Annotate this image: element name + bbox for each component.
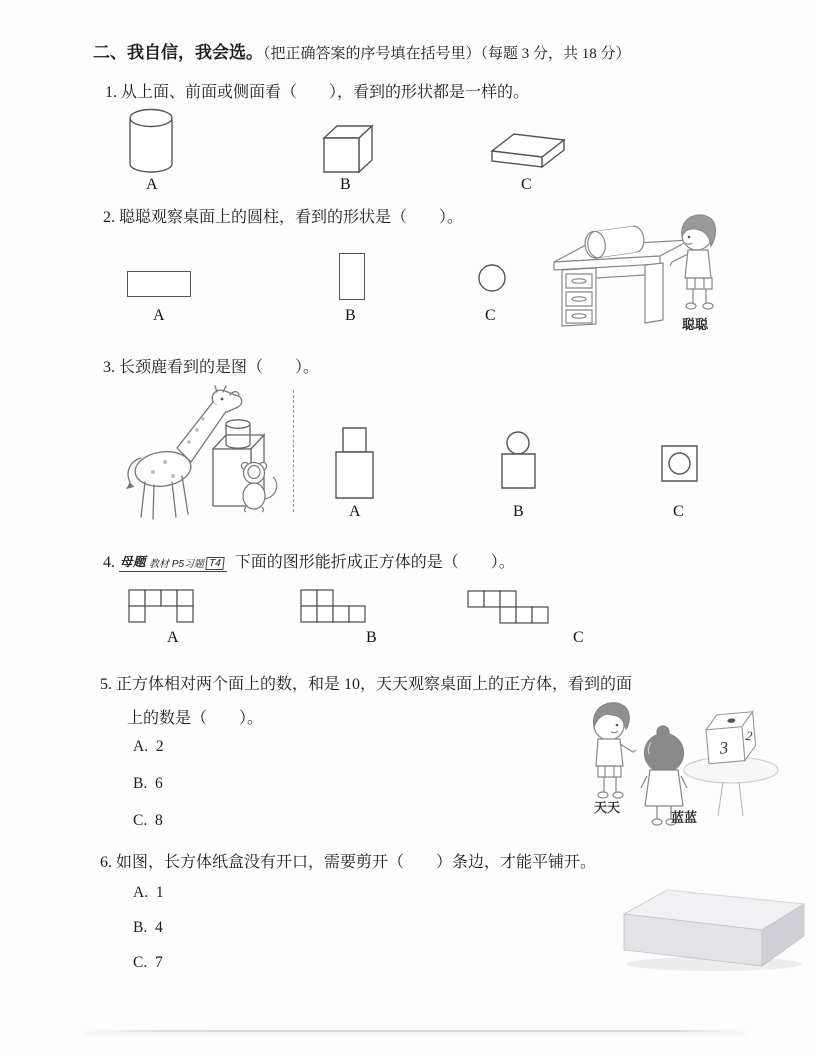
question-4-text: 下面的图形能折成正方体的是（ ）。 bbox=[234, 554, 515, 571]
q6-option-b: B. 4 bbox=[133, 919, 163, 936]
q6-option-a: A. 1 bbox=[133, 884, 164, 901]
q3-option-b-label: B bbox=[513, 503, 524, 520]
q3-option-a-shape bbox=[334, 426, 376, 500]
q5-cube-side-number: 2 bbox=[744, 727, 754, 744]
q4-badge-sub: 教材 P5习题 bbox=[149, 559, 205, 570]
question-6-text: 6. 如图，长方体纸盒没有开口，需要剪开（ ）条边，才能平铺开。 bbox=[100, 854, 597, 871]
q4-source-badge bbox=[119, 552, 227, 572]
q1-option-a-label: A bbox=[146, 176, 158, 193]
q6-option-c: C. 7 bbox=[133, 954, 163, 971]
q3-giraffe-scene-illustration bbox=[105, 386, 290, 534]
q3-dashed-divider bbox=[293, 390, 294, 512]
q1-option-c-label: C bbox=[521, 176, 532, 193]
q3-option-c-shape bbox=[660, 444, 700, 484]
q5-option-a: A. 2 bbox=[133, 738, 164, 755]
section-note: （把正确答案的序号填在括号里）（每题 3 分，共 18 分） bbox=[263, 46, 631, 62]
q4-option-c-label: C bbox=[573, 629, 584, 646]
section-header bbox=[93, 38, 773, 63]
q5-option-b: B. 6 bbox=[133, 775, 163, 792]
q1-option-b-label: B bbox=[340, 176, 351, 193]
q3-option-a-label: A bbox=[349, 503, 361, 520]
page-bottom-edge bbox=[85, 1030, 745, 1032]
question-5-text-line2: 上的数是（ ）。 bbox=[127, 710, 264, 727]
q2-option-c-circle bbox=[477, 263, 507, 293]
q5-option-c: C. 8 bbox=[133, 812, 163, 829]
q3-option-b-shape bbox=[498, 430, 540, 492]
question-5-text-line1: 5. 正方体相对两个面上的数，和是 10，天天观察桌面上的正方体，看到的面 bbox=[100, 676, 633, 693]
q6-cardboard-box-image bbox=[612, 874, 816, 974]
q4-option-b-label: B bbox=[366, 629, 377, 646]
q2-option-a-rectangle bbox=[127, 271, 191, 297]
q4-option-a-label: A bbox=[167, 629, 179, 646]
q3-option-c-label: C bbox=[673, 503, 684, 520]
q1-option-b-cube bbox=[322, 123, 376, 175]
question-4-line bbox=[103, 549, 515, 573]
q4-badge-main: 母题 bbox=[120, 555, 147, 569]
question-3-text: 3. 长颈鹿看到的是图（ ）。 bbox=[103, 359, 320, 376]
q4-net-c bbox=[467, 590, 549, 625]
q1-option-c-flat-box bbox=[489, 129, 567, 171]
q1-option-a-cylinder bbox=[127, 107, 175, 175]
q2-option-c-label: C bbox=[485, 307, 496, 324]
q5-cube-front-number: 3 bbox=[718, 738, 729, 758]
q4-net-a bbox=[128, 589, 194, 624]
q5-figure-caption-lanlan: 蓝蓝 bbox=[671, 810, 698, 825]
section-title: 二、我自信，我会选。 bbox=[93, 43, 263, 62]
question-1-text: 1. 从上面、前面或侧面看（ ），看到的形状都是一样的。 bbox=[105, 84, 530, 101]
question-2-text: 2. 聪聪观察桌面上的圆柱，看到的形状是（ ）。 bbox=[103, 209, 464, 226]
q2-option-b-rectangle bbox=[339, 253, 365, 300]
q2-option-a-label: A bbox=[153, 307, 165, 324]
q2-figure-caption: 聪聪 bbox=[682, 317, 709, 332]
q4-net-b bbox=[300, 589, 366, 624]
q2-option-b-label: B bbox=[345, 307, 356, 324]
q4-badge-tag: T4 bbox=[205, 557, 224, 570]
q5-figure-caption-tiantian: 天天 bbox=[594, 800, 621, 815]
q4-number: 4. bbox=[103, 554, 115, 571]
